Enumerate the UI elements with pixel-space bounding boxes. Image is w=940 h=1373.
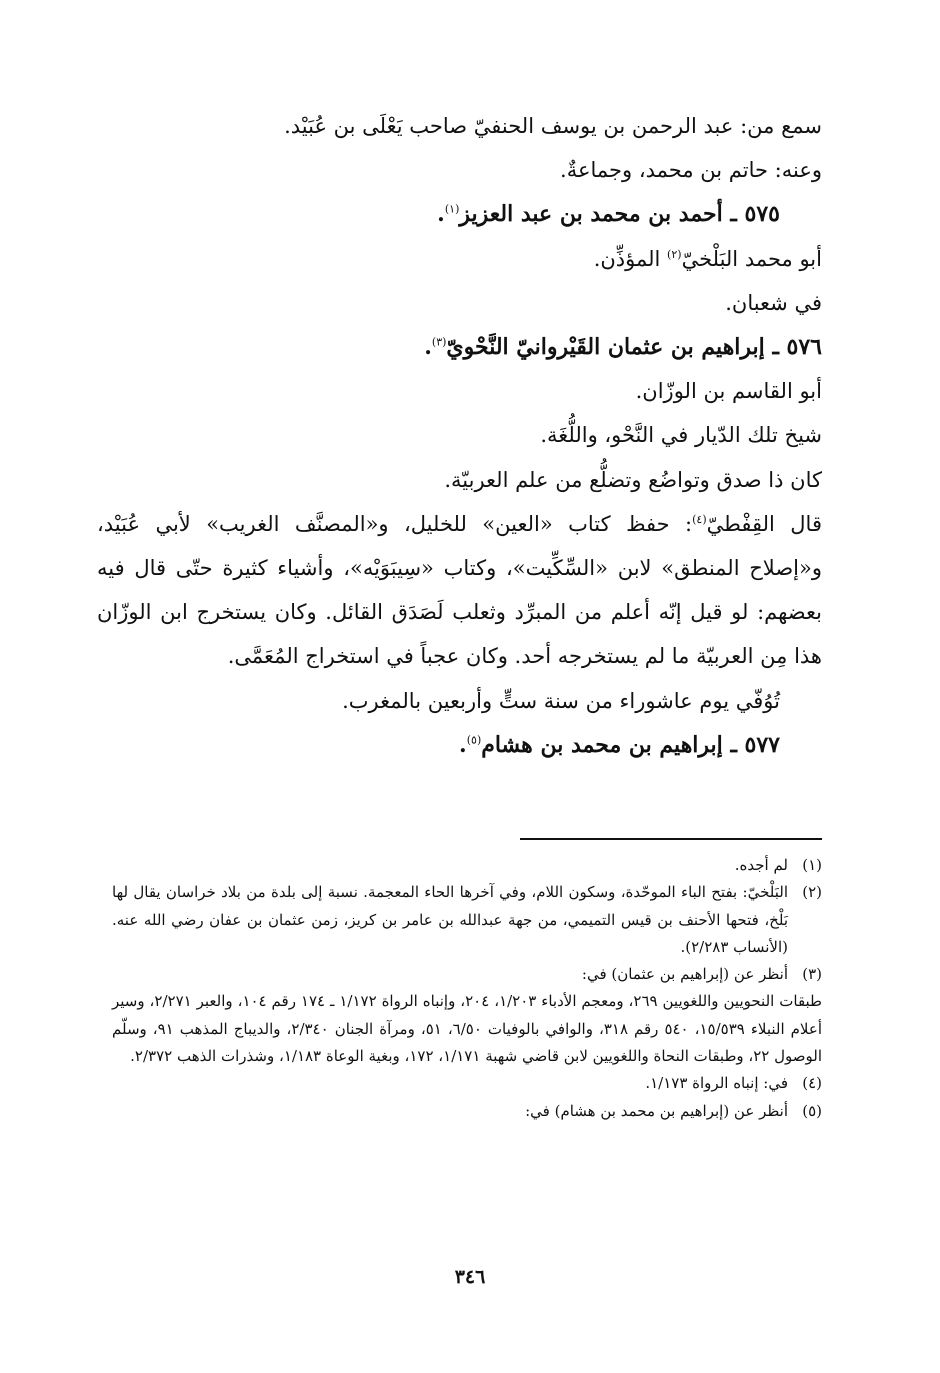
footnote-divider [520,838,822,840]
footnote-ref-4: (٤) [692,512,707,526]
footnote-text: أنظر عن (إبراهيم بن عثمان) في: [581,965,788,984]
footnote-number: (٤) [802,1074,822,1093]
footnote-text: البَلْخيّ: بفتح الباء الموحّدة، وسكون اللام، وفي آخرها الحاء المعجمة. نسبة إلى بلدة من بلاد خراسان يقال لها بَلْخ، فتحها الأحنف بن قيس التميمي، من جهة عبدالله بن عامر بن كريز، زمن عثمان بن عفان رضي الله عنه. (الأنساب ٢/٢٨٣). [112,883,788,956]
footnote-ref-3: (٣) [431,335,447,349]
entry-575-end: . [437,201,445,228]
footnote-ref-1: (١) [444,203,460,217]
qifti-paragraph-after: : حفظ كتاب «العين» للخليل، و«المصنَّف الغريب» لأبي عُبَيْد، و«إصلاح المنطق» لابن «السِّكِّيت»، وكتاب «سِيبَوَيْه»، وأشياء كثيرة حتّى قال فيه بعضهم: لو قيل إنّه أعلم من المبرِّد وثعلب لَصَدَق القائل. وكان يستخرج ابن الوزّان هذا مِن العربيّة ما لم يستخرجه أحد. وكان عجباً في استخراج المُعَمَّى. [97,511,822,669]
footnote-number: (١) [802,856,822,874]
entry-577-title: ٥٧٧ ـ إبراهيم بن محمد بن هشام [481,731,780,758]
narrators-line: وعنه: حاتم بن محمد، وجماعةٌ. [560,158,822,183]
footnote-text: في: إنباه الرواة ١/١٧٣. [645,1074,788,1093]
footnote-1 [112,852,822,879]
footnote-2 [112,879,822,961]
footnote-number: (٢) [802,883,822,902]
footnote-ref-5: (٥) [466,733,482,747]
entry-575-date: في شعبان. [725,290,822,315]
footnote-text: لم أجده. [734,856,788,874]
entry-575-title: ٥٧٥ ـ أحمد بن محمد بن عبد العزيز [459,201,780,228]
entry-576-title: ٥٧٦ ـ إبراهيم بن عثمان القَيْروانيّ النَّحْويّ [446,334,822,361]
entry-575-kunya-rest: المؤذِّن. [593,246,668,271]
entry-575-kunya [97,237,822,281]
entry-576-death: تُوُفّي يوم عاشوراء من سنة ستٍّ وأربعين بالمغرب. [342,688,780,713]
entry-576-shaykh: شيخ تلك الدّيار في النَّحْو، واللُّغَة. [540,423,822,448]
footnote-3-sources: طبقات النحويين واللغويين ٢٦٩، ومعجم الأدباء ١/٢٠٣، ٢٠٤، وإنباه الرواة ١/١٧٢ ـ ١٧٤ رقم ١٠٤، والعبر ٢/٢٧١، وسير أعلام النبلاء ١٥/٥٣٩، ٥٤٠ رقم ٣١٨، والوافي بالوفيات ٦/٥٠، ٥١، ومرآة الجنان ٢/٣٤٠، والديباج المذهب ٩١، وسلّم الوصول ٢٢، وطبقات النحاة واللغويين لابن قاضي شهبة ١/١٧١، ١٧٢، وبغية الوعاة ١/١٨٣، وشذرات الذهب ٢/٣٧٢. [112,992,822,1066]
heard-from-line: سمع من: عبد الرحمن بن يوسف الحنفيّ صاحب يَعْلَى بن عُبَيْد. [284,114,822,138]
qifti-paragraph [97,502,822,679]
entry-576-heading [97,325,822,369]
entry-576-end: . [424,334,432,361]
entry-577-end: . [459,731,467,758]
footnote-number: (٥) [802,1101,822,1120]
page-number: ٣٤٦ [454,1266,486,1288]
entry-576-kunya: أبو القاسم بن الوزّان. [635,379,822,404]
footnote-3 [112,961,822,988]
qifti-paragraph-before: قال القِفْطيّ [706,511,822,536]
footnote-text: أنظر عن (إبراهيم بن محمد بن هشام) في: [525,1101,788,1120]
entry-576-praise: كان ذا صدق وتواضُع وتضلُّع من علم العربيّة. [444,467,822,492]
entry-577-heading [97,723,822,767]
footnote-number: (٣) [802,965,822,984]
entry-575-heading [97,192,822,236]
footnotes [112,852,822,1125]
main-text [97,104,822,767]
footnote-4 [112,1070,822,1097]
entry-575-kunya-text: أبو محمد البَلْخيّ [681,246,822,271]
footnote-ref-2: (٢) [667,247,682,261]
footnote-5 [112,1098,822,1125]
